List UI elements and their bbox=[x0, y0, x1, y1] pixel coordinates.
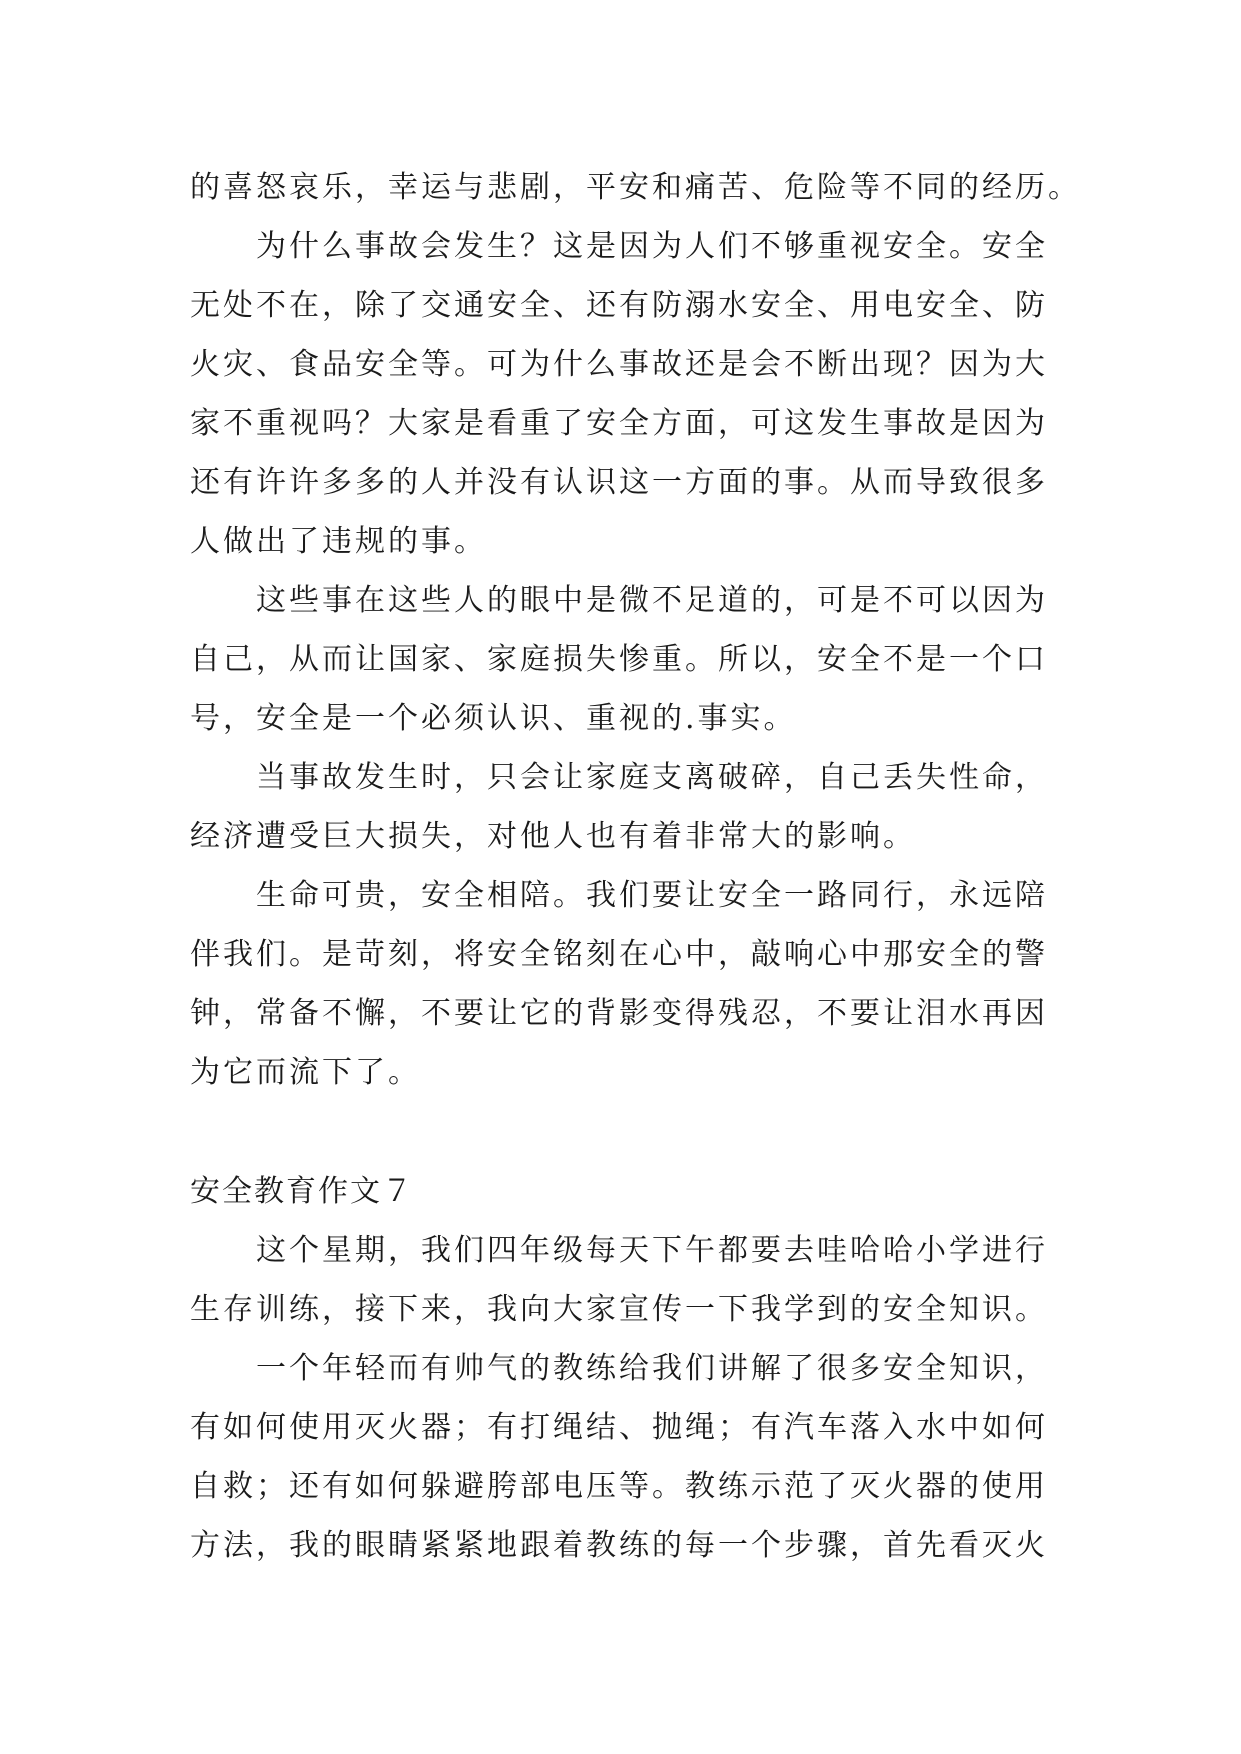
text-line: 这些事在这些人的眼中是微不足道的，可是不可以因为 bbox=[256, 583, 1048, 618]
text-line: 生命可贵，安全相陪。我们要让安全一路同行，永远陪 bbox=[256, 878, 1048, 913]
text-line: 家不重视吗？大家是看重了安全方面，可这发生事故是因为 bbox=[190, 406, 1048, 441]
text-line: 还有许许多多的人并没有认识这一方面的事。从而导致很多 bbox=[190, 465, 1048, 500]
text-line: 经济遭受巨大损失，对他人也有着非常大的影响。 bbox=[190, 819, 916, 854]
text-line: 为它而流下了。 bbox=[190, 1055, 421, 1090]
text-line: 的喜怒哀乐，幸运与悲剧，平安和痛苦、危险等不同的经历。 bbox=[190, 170, 1081, 205]
text-line: 无处不在，除了交通安全、还有防溺水安全、用电安全、防 bbox=[190, 288, 1048, 323]
text-line: 方法，我的眼睛紧紧地跟着教练的每一个步骤，首先看灭火 bbox=[190, 1528, 1048, 1563]
text-line: 当事故发生时，只会让家庭支离破碎，自己丢失性命， bbox=[256, 760, 1048, 795]
text-line: 钟，常备不懈，不要让它的背影变得残忍，不要让泪水再因 bbox=[190, 996, 1048, 1031]
text-line: 自己，从而让国家、家庭损失惨重。所以，安全不是一个口 bbox=[190, 642, 1048, 677]
text-line: 自救；还有如何躲避胯部电压等。教练示范了灭火器的使用 bbox=[190, 1469, 1048, 1504]
text-line: 这个星期，我们四年级每天下午都要去哇哈哈小学进行 bbox=[256, 1233, 1048, 1268]
text-line: 号，安全是一个必须认识、重视的.事实。 bbox=[190, 701, 797, 736]
text-line: 人做出了违规的事。 bbox=[190, 524, 487, 559]
text-line: 伴我们。是苛刻，将安全铭刻在心中，敲响心中那安全的警 bbox=[190, 937, 1048, 972]
section-heading: 安全教育作文７ bbox=[190, 1174, 414, 1209]
text-line: 火灾、食品安全等。可为什么事故还是会不断出现？因为大 bbox=[190, 347, 1048, 382]
text-line: 一个年轻而有帅气的教练给我们讲解了很多安全知识， bbox=[256, 1351, 1048, 1386]
text-line: 为什么事故会发生？这是因为人们不够重视安全。安全 bbox=[256, 229, 1048, 264]
section-gap bbox=[190, 1102, 1060, 1162]
text-line: 生存训练，接下来，我向大家宣传一下我学到的安全知识。 bbox=[190, 1292, 1048, 1327]
document-body bbox=[190, 158, 1081, 1575]
text-line: 有如何使用灭火器；有打绳结、抛绳；有汽车落入水中如何 bbox=[190, 1410, 1048, 1445]
